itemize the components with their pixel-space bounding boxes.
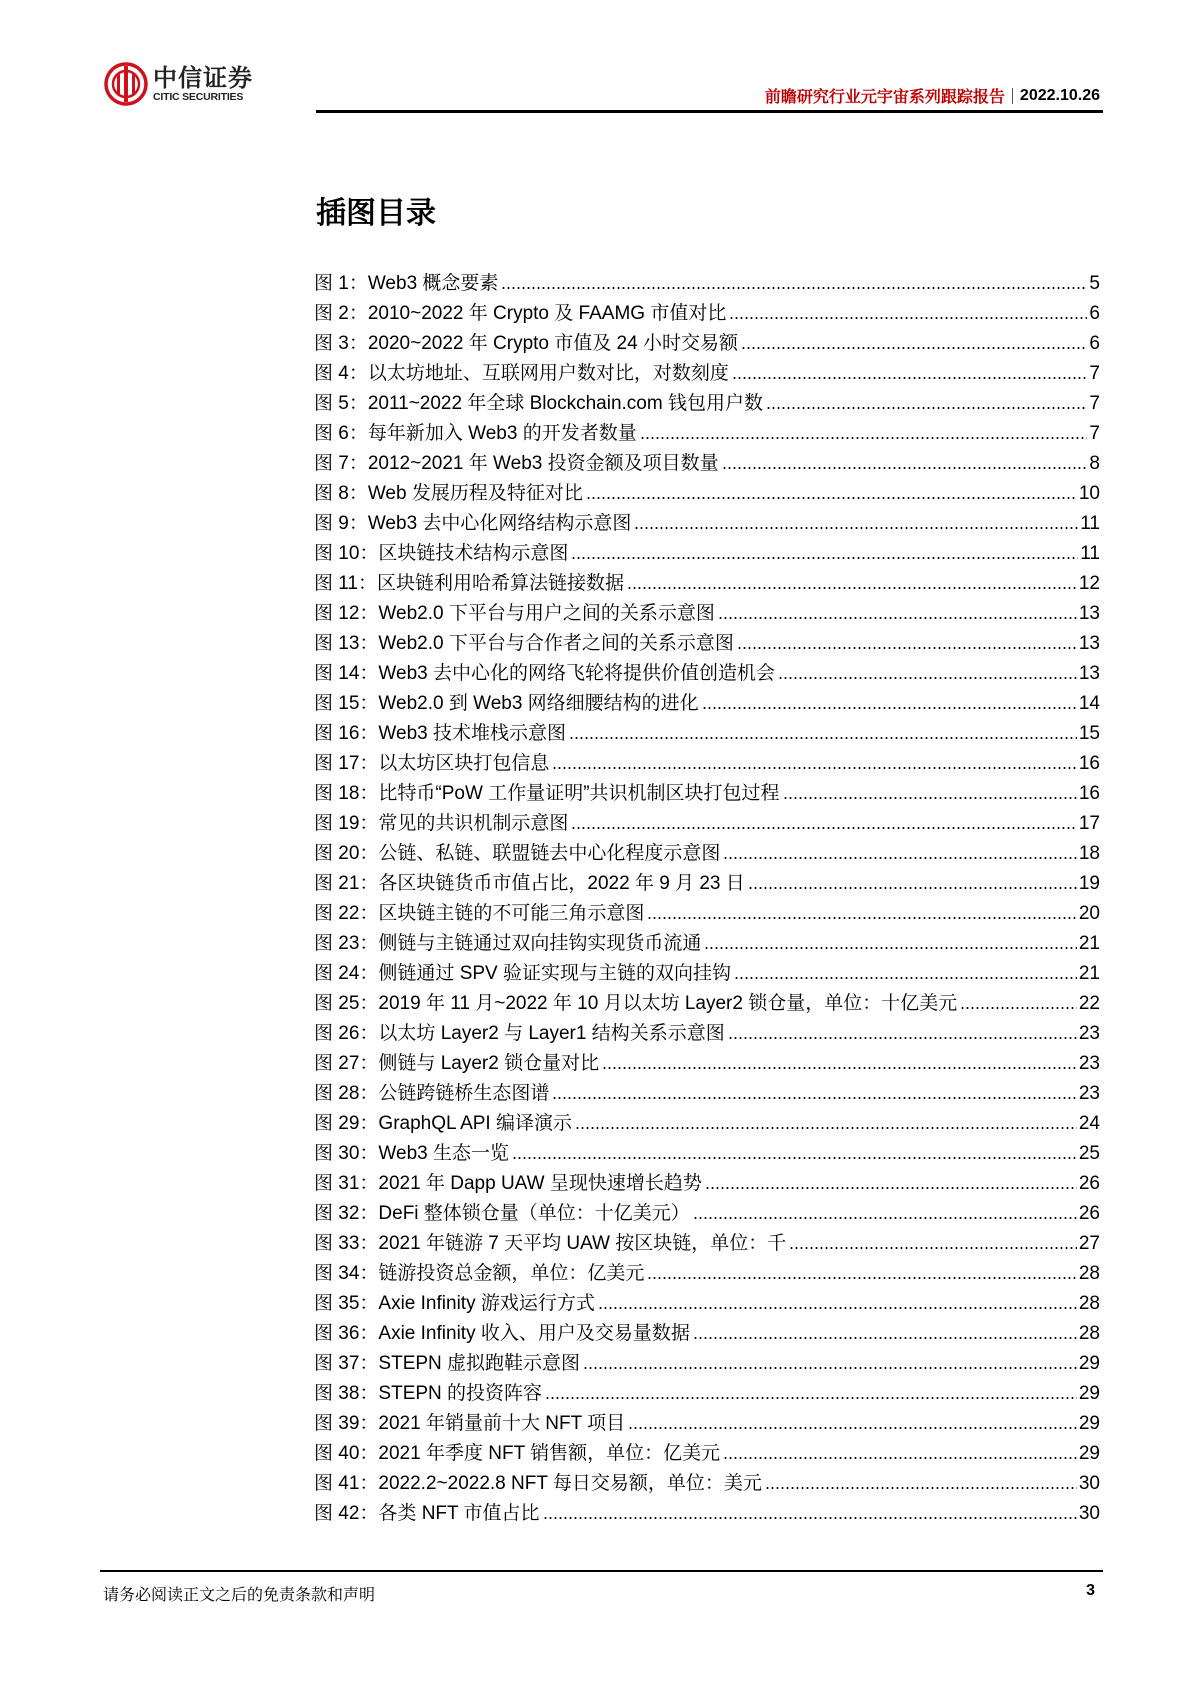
toc-entry-label: 图 29：GraphQL API 编译演示 [314, 1113, 572, 1134]
toc-entry-page: 16 [1078, 783, 1100, 804]
toc-entry[interactable] [314, 296, 1100, 326]
toc-entry-label: 图 25：2019 年 11 月~2022 年 10 月以太坊 Layer2 锁仓量，单位：十亿美元 [314, 993, 958, 1014]
dot-leader [737, 646, 1077, 650]
header-divider [316, 110, 1103, 113]
toc-entry-label: 图 6：每年新加入 Web3 的开发者数量 [314, 423, 637, 444]
dot-leader [543, 1516, 1077, 1520]
toc-entry-label: 图 10：区块链技术结构示意图 [314, 543, 569, 564]
toc-entry-label: 图 8：Web 发展历程及特征对比 [314, 483, 583, 504]
toc-entry[interactable] [314, 656, 1100, 686]
toc-entry-page: 19 [1078, 873, 1100, 894]
toc-entry[interactable] [314, 716, 1100, 746]
toc-entry-label: 图 17：以太坊区块打包信息 [314, 753, 550, 774]
dot-leader [571, 556, 1078, 560]
toc-entry-label: 图 12：Web2.0 下平台与用户之间的关系示意图 [314, 603, 715, 624]
toc-entry-page: 26 [1078, 1203, 1100, 1224]
report-title: 前瞻研究行业元宇宙系列跟踪报告 [764, 89, 1005, 106]
dot-leader [575, 1126, 1077, 1130]
toc-entry-page: 7 [1089, 423, 1100, 444]
toc-entry[interactable] [314, 1346, 1100, 1376]
dot-leader [634, 526, 1078, 530]
toc-entry-label: 图 13：Web2.0 下平台与合作者之间的关系示意图 [314, 633, 734, 654]
toc-entry-label: 图 7：2012~2021 年 Web3 投资金额及项目数量 [314, 453, 719, 474]
toc-entry-label: 图 30：Web3 生态一览 [314, 1143, 509, 1164]
dot-leader [734, 976, 1077, 980]
toc-entry[interactable] [314, 1436, 1100, 1466]
report-header [765, 84, 1100, 107]
toc-entry[interactable] [314, 566, 1100, 596]
toc-entry[interactable] [314, 1136, 1100, 1166]
dot-leader [647, 916, 1076, 920]
toc-entry-label: 图 19：常见的共识机制示意图 [314, 813, 569, 834]
toc-entry[interactable] [314, 746, 1100, 776]
toc-entry-label: 图 37：STEPN 虚拟跑鞋示意图 [314, 1353, 581, 1374]
dot-leader [702, 706, 1077, 710]
toc-entry-page: 23 [1078, 1083, 1100, 1104]
toc-entry[interactable] [314, 866, 1100, 896]
toc-entry-page: 27 [1078, 1233, 1100, 1254]
toc-entry[interactable] [314, 1226, 1100, 1256]
toc-entry-page: 28 [1078, 1323, 1100, 1344]
toc-entry-page: 30 [1078, 1503, 1100, 1524]
toc-entry-page: 21 [1078, 933, 1100, 954]
toc-entry-page: 8 [1089, 453, 1100, 474]
toc-entry-label: 图 18：比特币“PoW 工作量证明”共识机制区块打包过程 [314, 783, 780, 804]
toc-entry[interactable] [314, 416, 1100, 446]
dot-leader [647, 1276, 1076, 1280]
toc-entry[interactable] [314, 626, 1100, 656]
toc-entry[interactable] [314, 806, 1100, 836]
toc-entry-label: 图 38：STEPN 的投资阵容 [314, 1383, 543, 1404]
dot-leader [512, 1156, 1077, 1160]
dot-leader [602, 1066, 1077, 1070]
dot-leader [783, 796, 1077, 800]
toc-entry-label: 图 23：侧链与主链通过双向挂钩实现货币流通 [314, 933, 702, 954]
toc-entry-label: 图 22：区块链主链的不可能三角示意图 [314, 903, 645, 924]
toc-entry-label: 图 33：2021 年链游 7 天平均 UAW 按区块链，单位：千 [314, 1233, 787, 1254]
toc-entry[interactable] [314, 1376, 1100, 1406]
logo-chinese-name: 中信证券 [153, 62, 253, 92]
toc-entry-page: 22 [1078, 993, 1100, 1014]
toc-entry-label: 图 15：Web2.0 到 Web3 网络细腰结构的进化 [314, 693, 699, 714]
dot-leader [723, 1456, 1077, 1460]
toc-entry-page: 16 [1078, 753, 1100, 774]
toc-entry-label: 图 42：各类 NFT 市值占比 [314, 1503, 540, 1524]
dot-leader [693, 1216, 1077, 1220]
toc-entry[interactable] [314, 1046, 1100, 1076]
page-title: 插图目录 [316, 197, 436, 230]
toc-entry-label: 图 27：侧链与 Layer2 锁仓量对比 [314, 1053, 600, 1074]
toc-entry-label: 图 26：以太坊 Layer2 与 Layer1 结构关系示意图 [314, 1023, 725, 1044]
dot-leader [704, 946, 1076, 950]
toc-entry-page: 12 [1078, 573, 1100, 594]
toc-entry-page: 24 [1078, 1113, 1100, 1134]
toc-entry-page: 21 [1078, 963, 1100, 984]
toc-entry-label: 图 11：区块链利用哈希算法链接数据 [314, 573, 625, 594]
toc-entry-page: 23 [1078, 1053, 1100, 1074]
toc-entry[interactable] [314, 1256, 1100, 1286]
toc-entry[interactable] [314, 596, 1100, 626]
toc-entry-page: 5 [1089, 273, 1100, 294]
footer-disclaimer: 请务必阅读正文之后的免责条款和声明 [103, 1587, 376, 1604]
toc-entry[interactable] [314, 1196, 1100, 1226]
toc-entry-page: 6 [1089, 333, 1100, 354]
dot-leader [552, 1096, 1076, 1100]
dot-leader [586, 496, 1077, 500]
toc-entry[interactable] [314, 536, 1100, 566]
toc-entry-label: 图 9：Web3 去中心化网络结构示意图 [314, 513, 632, 534]
toc-entry[interactable] [314, 266, 1100, 296]
dot-leader [729, 316, 1087, 320]
toc-entry-page: 13 [1078, 603, 1100, 624]
dot-leader [960, 1006, 1077, 1010]
toc-entry-page: 11 [1080, 513, 1100, 534]
toc-entry-page: 7 [1089, 363, 1100, 384]
toc-entry-page: 18 [1078, 843, 1100, 864]
figure-list [314, 266, 1100, 1526]
dot-leader [741, 346, 1087, 350]
dot-leader [627, 586, 1077, 590]
dot-leader [545, 1396, 1077, 1400]
dot-leader [569, 736, 1077, 740]
dot-leader [765, 1486, 1077, 1490]
toc-entry[interactable] [314, 1316, 1100, 1346]
footer-divider [100, 1570, 1103, 1572]
dot-leader [718, 616, 1077, 620]
toc-entry[interactable] [314, 776, 1100, 806]
toc-entry-label: 图 2：2010~2022 年 Crypto 及 FAAMG 市值对比 [314, 303, 727, 324]
dot-leader [728, 1036, 1077, 1040]
toc-entry-page: 17 [1078, 813, 1100, 834]
toc-entry[interactable] [314, 356, 1100, 386]
toc-entry-page: 20 [1078, 903, 1100, 924]
toc-entry-page: 28 [1078, 1293, 1100, 1314]
toc-entry-page: 25 [1078, 1143, 1100, 1164]
toc-entry-label: 图 41：2022.2~2022.8 NFT 每日交易额，单位：美元 [314, 1473, 762, 1494]
report-date: 2022.10.26 [1019, 86, 1100, 104]
toc-entry-page: 6 [1089, 303, 1100, 324]
citic-logo-icon [104, 62, 148, 106]
toc-entry-label: 图 16：Web3 技术堆栈示意图 [314, 723, 566, 744]
toc-entry-page: 29 [1078, 1443, 1100, 1464]
toc-entry[interactable] [314, 926, 1100, 956]
toc-entry[interactable] [314, 476, 1100, 506]
toc-entry-label: 图 40：2021 年季度 NFT 销售额，单位：亿美元 [314, 1443, 721, 1464]
page-number: 3 [1086, 1582, 1095, 1599]
toc-entry[interactable] [314, 1496, 1100, 1526]
toc-entry[interactable] [314, 506, 1100, 536]
toc-entry-page: 26 [1078, 1173, 1100, 1194]
dot-leader [628, 1426, 1077, 1430]
dot-leader [778, 676, 1077, 680]
toc-entry-page: 29 [1078, 1413, 1100, 1434]
toc-entry-page: 13 [1078, 633, 1100, 654]
toc-entry-page: 11 [1080, 543, 1100, 564]
toc-entry-label: 图 21：各区块链货币市值占比，2022 年 9 月 23 日 [314, 873, 745, 894]
dot-leader [552, 766, 1076, 770]
toc-entry[interactable] [314, 1406, 1100, 1436]
toc-entry-label: 图 5：2011~2022 年全球 Blockchain.com 钱包用户数 [314, 393, 763, 414]
dot-leader [705, 1186, 1077, 1190]
toc-entry[interactable] [314, 686, 1100, 716]
toc-entry-page: 13 [1078, 663, 1100, 684]
dot-leader [693, 1336, 1077, 1340]
toc-entry-page: 15 [1078, 723, 1100, 744]
toc-entry-page: 29 [1078, 1383, 1100, 1404]
dot-leader [748, 886, 1077, 890]
dot-leader [722, 466, 1088, 470]
logo-english-name: CITIC SECURITIES [153, 90, 244, 103]
toc-entry[interactable] [314, 986, 1100, 1016]
toc-entry-page: 23 [1078, 1023, 1100, 1044]
dot-leader [766, 406, 1087, 410]
toc-entry[interactable] [314, 326, 1100, 356]
toc-entry-page: 30 [1078, 1473, 1100, 1494]
toc-entry-label: 图 32：DeFi 整体锁仓量（单位：十亿美元） [314, 1203, 690, 1224]
toc-entry[interactable] [314, 1016, 1100, 1046]
toc-entry[interactable] [314, 896, 1100, 926]
toc-entry-label: 图 36：Axie Infinity 收入、用户及交易量数据 [314, 1323, 690, 1344]
toc-entry-label: 图 20：公链、私链、联盟链去中心化程度示意图 [314, 843, 721, 864]
toc-entry[interactable] [314, 446, 1100, 476]
toc-entry-page: 14 [1078, 693, 1100, 714]
toc-entry-label: 图 31：2021 年 Dapp UAW 呈现快速增长趋势 [314, 1173, 702, 1194]
toc-entry[interactable] [314, 1466, 1100, 1496]
dot-leader [598, 1306, 1077, 1310]
citic-logo [104, 62, 253, 106]
toc-entry-label: 图 4：以太坊地址、互联网用户数对比，对数刻度 [314, 363, 729, 384]
dot-leader [723, 856, 1076, 860]
toc-entry-label: 图 28：公链跨链桥生态图谱 [314, 1083, 550, 1104]
toc-entry[interactable] [314, 386, 1100, 416]
toc-entry[interactable] [314, 836, 1100, 866]
dot-leader [583, 1366, 1077, 1370]
toc-entry-label: 图 34：链游投资总金额，单位：亿美元 [314, 1263, 645, 1284]
toc-entry[interactable] [314, 1166, 1100, 1196]
toc-entry-label: 图 14：Web3 去中心化的网络飞轮将提供价值创造机会 [314, 663, 775, 684]
header-separator [1012, 88, 1013, 104]
toc-entry[interactable] [314, 1076, 1100, 1106]
toc-entry-label: 图 3：2020~2022 年 Crypto 市值及 24 小时交易额 [314, 333, 738, 354]
dot-leader [501, 286, 1087, 290]
toc-entry[interactable] [314, 956, 1100, 986]
toc-entry-page: 7 [1089, 393, 1100, 414]
dot-leader [640, 436, 1088, 440]
toc-entry-page: 29 [1078, 1353, 1100, 1374]
toc-entry-label: 图 35：Axie Infinity 游戏运行方式 [314, 1293, 595, 1314]
toc-entry[interactable] [314, 1106, 1100, 1136]
toc-entry-page: 28 [1078, 1263, 1100, 1284]
dot-leader [732, 376, 1088, 380]
dot-leader [571, 826, 1076, 830]
toc-entry-label: 图 1：Web3 概念要素 [314, 273, 499, 294]
toc-entry-page: 10 [1078, 483, 1100, 504]
toc-entry-label: 图 39：2021 年销量前十大 NFT 项目 [314, 1413, 626, 1434]
toc-entry-label: 图 24：侧链通过 SPV 验证实现与主链的双向挂钩 [314, 963, 731, 984]
toc-entry[interactable] [314, 1286, 1100, 1316]
dot-leader [789, 1246, 1077, 1250]
